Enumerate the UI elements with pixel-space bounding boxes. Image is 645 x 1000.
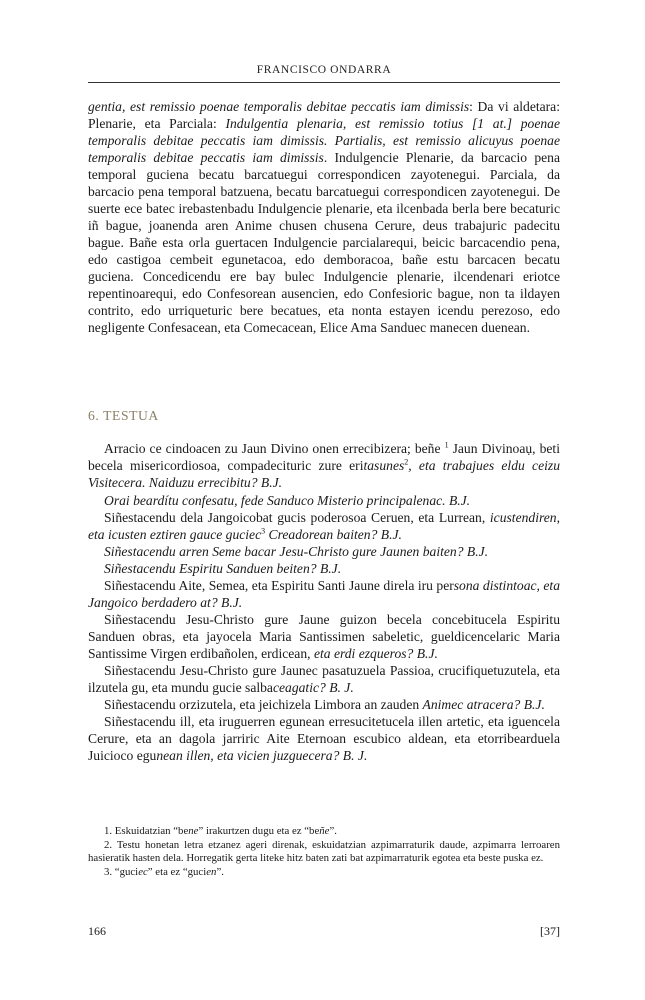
text-run: Jaun Divinoaụ, beti becela misericordiosoa, compadecituric zure eri	[88, 441, 560, 473]
text-run: Arracio ce cindoacen zu Jaun Divino onen errecibizera; beñe	[104, 441, 445, 456]
footnotes	[88, 825, 560, 879]
underlined-text: gentia, est remissio poenae temporalis debitae peccatis iam dimissis	[88, 99, 470, 114]
text-run: 2. Testu honetan letra etzanez ageri direnak, eskuidatzian azpimarraturik daude, azpimarra lerroaren hasieratik hasten dela. Horregatik gerta liteke hitz baten zati bat azpimarraturik egotea eta beste puska ez.	[88, 838, 560, 864]
text-run: ”.	[216, 865, 224, 878]
page-number: 166	[88, 924, 106, 938]
section-heading: 6. TESTUA	[88, 408, 159, 423]
underlined-text: ec	[138, 865, 148, 878]
page-mark: [37]	[540, 924, 560, 938]
underlined-text: ceagatic? B. J.	[272, 680, 354, 695]
testua-section	[88, 440, 560, 764]
document-page	[88, 0, 560, 1000]
underlined-text: eta erdi ezqueros? B.J.	[313, 646, 438, 661]
text-run: Siñestacendu Aite, Semea, eta Espiritu Santi Jaune direla iru per	[104, 578, 454, 593]
underlined-text: , eta trabajues eldu ceizu Visitecera. Naiduzu errecibitu? B.J.	[88, 458, 560, 490]
text-run: ” eta ez “guci	[147, 865, 207, 878]
underlined-text: Siñestacendu arren Seme bacar Jesu-Christo gure Jaunen baiten? B.J.	[104, 544, 489, 559]
text-run: Siñestacendu orzizutela, eta jeichizela Limbora an zauden	[104, 697, 423, 712]
underlined-text: tasunes	[363, 458, 405, 473]
underlined-text: Creadorean baiten? B.J.	[265, 527, 402, 542]
testua-paragraph	[88, 509, 560, 543]
footnote	[88, 866, 560, 880]
footnote	[88, 825, 560, 839]
footnote-ref: 1	[444, 440, 449, 450]
testua-paragraph	[88, 662, 560, 696]
text-run: Siñestacendu ill, eta iruguerren egunean erresucitetucela illen artetic, eta iguencela Cerure, eta an dagola jarriric Aite Eternoan escubico aldean, eta etorribearduela Juicioco egu	[88, 714, 560, 763]
testua-paragraph	[88, 492, 560, 509]
underlined-text: ne	[188, 825, 199, 837]
intro-paragraph	[88, 98, 560, 336]
footnote-ref: 2	[404, 457, 409, 467]
text-run: Siñestacendu Jesu-Christo gure Jaune guizon becela concebitucela Espiritu Sanduen obras, eta jayocela Maria Santissimen sabeletic, gueldicencelaric Maria Santissime Virgen erdibañolen, erdicean,	[88, 612, 560, 661]
text-run: ” irakurtzen dugu eta ez “be	[198, 825, 320, 837]
footnote-ref: 3	[261, 526, 266, 536]
underlined-text: Animec atracera? B.J.	[422, 697, 545, 712]
underlined-text: nean illen, eta vicien juzguecera? B. J.	[156, 748, 368, 763]
footnote	[88, 839, 560, 866]
text-run: ”.	[329, 825, 337, 837]
header-rule	[88, 82, 560, 83]
underlined-text: icustendiren, eta icusten eztiren gauce guciec	[88, 510, 560, 542]
text-run: 1. Eskuidatzian “be	[104, 825, 189, 837]
running-header: FRANCISCO ONDARRA	[256, 64, 392, 76]
underlined-text: Orai beardítu confesatu, fede Sanduco Misterio principalenac. B.J.	[104, 493, 471, 508]
text-run: : Da vi aldetara: Plenarie, eta Parciala:	[88, 99, 560, 131]
testua-paragraph	[88, 440, 560, 491]
text-run: . Indulgencie Plenarie, da barcacio pena temporal guciena becatu barcatuegui correspondicen zayotenegui. Parciala, da barcacio pena temporal batzuena, becatu barcatuegui correspondicen zayotenegui. De suerte ece batec irebastenbadu Indulgencie plenarie, eta ilcenbada berla bere becaturic iñ bague, joanenda aren Anime chusen chusena Cerure, deus trabajuric padecitu bague. Bañe esta orla guertacen Indulgencie parcialarequi, beicic barcacendio pena, edo castigoa cembeit egunetacoa, edo demboracoa, bañe estu barcacen becatu guciena. Concedicendu ere bay bulec Indulgencie plenarie, ilcendenari eriotce repentinoarequi, edo Confesorean ausencien, edo Confesioric bague, non ta ildayen contrito, edo urriqueturic bere becatues, eta nonta estayen icendu perezoso, edo negligente Confesacean, eta Comecacean, Elice Ama Sanduec manecen duenean.	[88, 150, 560, 335]
testua-paragraph	[88, 696, 560, 713]
underlined-text: en	[206, 865, 217, 878]
underlined-text: Indulgentia plenaria, est remissio totius [1 at.] poenae temporalis debitae peccatis iam dimissis. Partialis, est remissio alicuyus poenae temporalis debitae peccatis iam dimissis	[88, 116, 560, 165]
text-run: 3. “guci	[104, 865, 139, 878]
testua-paragraph	[88, 577, 560, 611]
underlined-text: Siñestacendu Espiritu Sanduen beiten? B.J.	[104, 561, 342, 576]
testua-paragraph	[88, 560, 560, 577]
testua-paragraph	[88, 543, 560, 560]
text-run: Siñestacendu Jesu-Christo gure Jaunec pasatuzuela Passioa, crucifiquetuzutela, eta ilzutela gu, eta mundu gucie salba	[88, 663, 560, 695]
underlined-text: ñe	[319, 825, 330, 837]
underlined-text: sona distintoac, eta Jangoico berdadero at? B.J.	[88, 578, 560, 610]
text-run: Siñestacendu dela Jangoicobat gucis poderosoa Ceruen, eta Lurrean,	[104, 510, 490, 525]
testua-paragraph	[88, 713, 560, 764]
testua-paragraph	[88, 611, 560, 662]
